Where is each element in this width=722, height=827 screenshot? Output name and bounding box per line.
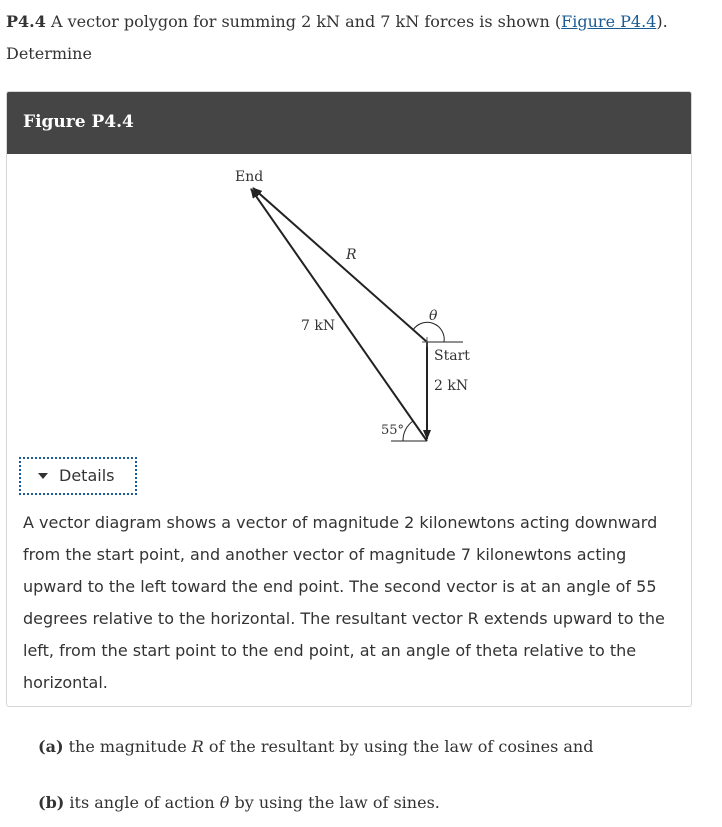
details-label: Details	[59, 466, 115, 485]
part-b	[38, 793, 440, 812]
problem-intro	[6, 6, 716, 70]
part-a-symbol: R	[191, 737, 204, 756]
caret-down-icon	[38, 473, 48, 479]
determine-text: Determine	[6, 44, 92, 63]
angle-arc	[403, 421, 413, 441]
figure-title: Figure P4.4	[23, 112, 134, 132]
intro-text: A vector polygon for summing 2 kN and 7 kN forces is shown (	[45, 12, 562, 31]
figure-link[interactable]: Figure P4.4	[561, 12, 657, 31]
problem-number: P4.4	[6, 12, 46, 31]
part-a-label: (a)	[38, 737, 64, 756]
details-toggle[interactable]	[19, 457, 137, 495]
part-b-text-end: by using the law of sines.	[229, 793, 440, 812]
label-7kn: 7 kN	[301, 318, 336, 334]
part-b-label: (b)	[38, 793, 65, 812]
details-description: A vector diagram shows a vector of magnitude 2 kilonewtons acting downward from the start point, and another vector of magnitude 7 kilonewtons acting upward to the left toward the end point. The second vector is at an angle of 55 degrees relative to the horizontal. The resultant vector R extends upward to the left, from the start point to the end point, at an angle of theta relative to the horizontal.	[23, 513, 665, 692]
vector-resultant	[253, 188, 427, 342]
part-a	[38, 737, 593, 756]
vector-diagram	[7, 92, 693, 452]
label-resultant: R	[346, 247, 357, 263]
part-b-symbol: θ	[219, 793, 230, 812]
label-2kn: 2 kN	[434, 378, 469, 394]
part-a-text-end: of the resultant by using the law of cosines and	[203, 737, 594, 756]
label-start: Start	[434, 348, 470, 364]
part-a-text: the magnitude	[63, 737, 192, 756]
label-theta: θ	[429, 308, 438, 324]
intro-text-end: ).	[656, 12, 668, 31]
label-angle: 55°	[381, 423, 405, 438]
theta-arc	[413, 322, 444, 342]
part-b-text: its angle of action	[64, 793, 220, 812]
figure-card	[6, 91, 692, 707]
label-end: End	[235, 169, 264, 185]
vector-7kn	[251, 189, 427, 441]
